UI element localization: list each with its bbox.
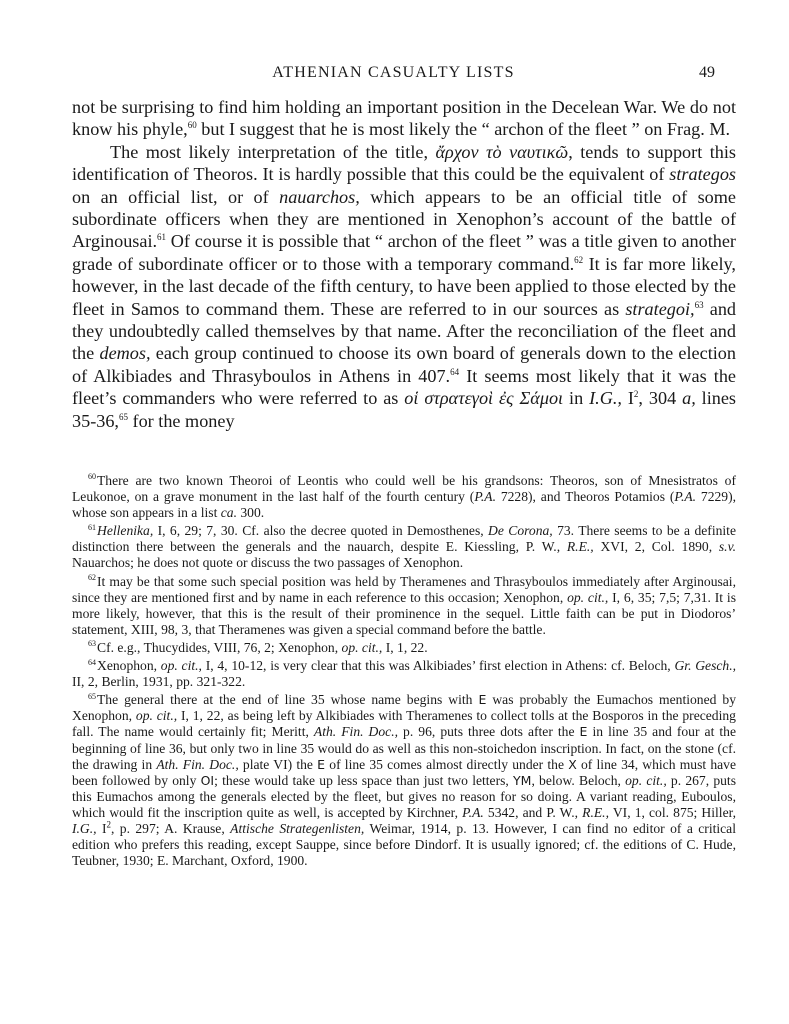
- text-run: Xenophon,: [97, 658, 161, 674]
- footnote-60: [72, 473, 736, 521]
- text-run: I: [96, 820, 107, 836]
- text-run: Nauarchos; he does not quote or discuss the two passages of Xenophon.: [72, 555, 464, 571]
- paragraph: [72, 141, 736, 432]
- text-run: of line 34, which must have been followed by only: [72, 756, 736, 788]
- text-run: which appears to be an official title of some subordinate officers when they are mentioned in Xenophon’s account of the battle of Arginousai.: [72, 186, 736, 252]
- text-run: The most likely interpretation of the title,: [110, 141, 436, 162]
- text-run: XVI, 2, Col. 1890,: [593, 539, 719, 555]
- footnote-number: 64: [88, 657, 96, 667]
- footnote-ref-61: 61: [157, 232, 167, 243]
- text-run: p. 96, puts three dots after the: [398, 724, 580, 740]
- text-run: 7229), whose son appears in a list: [72, 489, 737, 521]
- text-run: It seems most likely that it was the fleet’s commanders who were referred to as: [72, 365, 736, 409]
- text-run: plate VI) the: [238, 756, 318, 772]
- citation: op. cit.,: [567, 589, 609, 605]
- text-run: of line 35 comes almost directly under the: [325, 756, 569, 772]
- text-run: II, 2, Berlin, 1931, pp. 321-322.: [72, 674, 246, 690]
- page-number: 49: [699, 64, 715, 81]
- text-run: not be surprising to find him holding an important position in the Decelean War. We do not know his phyle,: [72, 97, 736, 140]
- citation: I.G.,: [72, 820, 97, 836]
- text-run: VI, 1, col. 875; Hiller,: [608, 804, 736, 820]
- text-run: on an official list, or of: [72, 186, 280, 207]
- footnote-ref-62: 62: [574, 254, 584, 265]
- text-run: 5342, and P. W.,: [483, 804, 583, 820]
- footnote-ref-65: 65: [118, 411, 128, 422]
- footnotes: [72, 473, 736, 871]
- footnote-63: [72, 640, 736, 656]
- text-run: Of course it is possible that “ archon of the fleet ” was a title given to another grade of subordinate officer or to those with a temporary command.: [72, 231, 736, 274]
- footnote-ref-63: 63: [694, 299, 704, 310]
- citation: R.E.,: [566, 539, 594, 555]
- text-run: The general there at the end of line 35 whose name begins with: [97, 692, 479, 708]
- inscription-letter: X: [568, 756, 577, 772]
- text-run: I, 6, 35; 7,5; 7,31. It is more likely, however, that this is the result of their prominence in the sequel. Little faith can be put in Diodoros’ statement, XIII, 98, 3, that Theramenes was given a special command before the battle.: [72, 589, 736, 637]
- citation: Hellenika,: [97, 523, 154, 539]
- page-header: [72, 64, 715, 86]
- text-run: and they undoubtedly called themselves by that name. After the reconciliation of the fleet and the: [72, 298, 737, 364]
- greek-phrase: οἱ στρατεγοὶ ἐς Σάμοι: [404, 388, 564, 409]
- running-head: ATHENIAN CASUALTY LISTS: [272, 64, 515, 81]
- inscription-letter: YM: [513, 772, 532, 788]
- citation: Ath. Fin. Doc.,: [313, 724, 399, 740]
- italic-term: ca.: [220, 505, 237, 521]
- text-run: I, 1, 22, as being left by Alkibiades with Theramenes to collect tolls at the Bosporos in the preceding fall. The name would certainly fit; Meritt,: [72, 708, 736, 740]
- italic-term: nauarchos,: [279, 186, 360, 207]
- footnote-61: [72, 523, 736, 571]
- inscription-letter: E: [478, 692, 487, 708]
- footnote-62: [72, 574, 736, 638]
- text-run: There are two known Theoroi of Leontis who could well be his grandsons: Theoros, son of Mnesistratos of Leukonoe, on a grave monument in the last half of the fourth century (: [72, 473, 736, 505]
- text-run: ; these would take up less space than just two letters,: [214, 772, 514, 788]
- citation: I.G.,: [589, 388, 622, 409]
- citation: P.A.: [674, 489, 697, 505]
- text-run: , p. 297; A. Krause,: [110, 820, 231, 836]
- footnote-number: 63: [88, 639, 96, 649]
- text-run: p. 267, puts this Eumachos among the generals elected by the fleet, but gives no reason for so doing. A variant reading, Euboulos, which would fit the inscription quite as well, is accepted by Kirchner,: [72, 772, 737, 820]
- italic-term: strategos: [669, 164, 736, 185]
- text-run: 7228), and Theoros Potamios (: [495, 489, 675, 505]
- footnote-ref-64: 64: [450, 366, 460, 377]
- italic-term: demos,: [99, 343, 151, 364]
- footnote-number: 62: [88, 573, 96, 583]
- text-run: It may be that some such special position was held by Theramenes and Thrasyboulos immediately after Arginousai, since they are mentioned first and by name in each reference to this occasion; Xenophon,: [72, 573, 736, 605]
- greek-title: ἄρχον τὸ ναυτικῶ: [435, 141, 569, 162]
- citation: op. cit.,: [160, 658, 202, 674]
- text-run: It is far more likely, however, in the last decade of the fifth century, to have been applied to those elected by the fleet in Samos to command them. These are referred to in our sources as: [72, 253, 736, 319]
- citation: P.A.: [462, 804, 484, 820]
- citation: op. cit.,: [341, 639, 383, 655]
- text-run: , below. Beloch,: [531, 772, 626, 788]
- footnote-ref-60: 60: [187, 120, 197, 131]
- inscription-letter: OI: [200, 772, 215, 788]
- text-run: in: [563, 388, 590, 409]
- text-run: I: [621, 388, 634, 409]
- text-run: I, 4, 10-12, is very clear that this was Alkibiades’ first election in Athens: cf. Beloch,: [201, 658, 675, 674]
- citation: De Corona,: [488, 523, 553, 539]
- main-text: [72, 96, 736, 432]
- italic-term: strategoi,: [625, 298, 695, 319]
- footnote-65: [72, 692, 736, 869]
- text-run: each group continued to choose its own board of generals down to the election of Alkibiades and Thrasyboulos in Athens in 407.: [72, 343, 736, 386]
- text-run: Cf. e.g., Thucydides, VIII, 76, 2; Xenophon,: [97, 639, 342, 655]
- text-run: in line 35 and four at the beginning of line 36, but only two in line 35 would do as well as this non-stoichedon inscription. In fact, on the stone (cf. the drawing in: [72, 724, 736, 772]
- citation: Gr. Gesch.,: [674, 658, 736, 674]
- text-run: I, 6, 29; 7, 30. Cf. also the decree quoted in Demosthenes,: [153, 523, 489, 539]
- superscript: 2: [633, 389, 639, 400]
- inscription-letter: E: [579, 724, 588, 740]
- text-run: 73. There seems to be a definite distinction there between the generals and the nauarch, despite E. Kiessling, P. W.,: [72, 523, 736, 555]
- footnote-number: 65: [88, 691, 96, 701]
- inscription-letter: E: [317, 756, 326, 772]
- text-run: , tends to support this identification of Theoros. It is hardly possible that this could be the equivalent of: [72, 141, 736, 185]
- superscript: 2: [106, 819, 111, 830]
- italic-term: a,: [682, 388, 696, 409]
- citation: op. cit.,: [625, 772, 667, 788]
- text-run: I, 1, 22.: [382, 639, 428, 655]
- text-run: lines 35-36,: [72, 388, 737, 431]
- citation: Attische Strategenlisten,: [230, 820, 365, 836]
- text-run: Weimar, 1914, p. 13. However, I can find no editor of a critical edition who prefers this reading, except Sauppe, since before Dindorf. It is usually ignored; cf. the editions of C. Hude, Teubner, 1930; E. Marchant, Oxford, 1900.: [72, 820, 736, 869]
- text-run: , 304: [638, 388, 683, 409]
- footnote-number: 60: [88, 472, 96, 482]
- citation: R.E.,: [582, 804, 609, 820]
- citation: P.A.: [474, 489, 496, 505]
- text-run: 300.: [236, 505, 265, 521]
- text-run: but I suggest that he is most likely the “ archon of the fleet ” on Frag. M.: [196, 119, 731, 140]
- italic-term: s.v.: [718, 539, 737, 555]
- paragraph: [72, 96, 736, 141]
- text-run: for the money: [127, 410, 235, 431]
- text-run: was probably the Eumachos mentioned by Xenophon,: [72, 692, 737, 724]
- footnote-number: 61: [88, 522, 96, 532]
- footnote-64: [72, 658, 736, 690]
- citation: op. cit.,: [135, 708, 178, 724]
- citation: Ath. Fin. Doc.,: [156, 756, 239, 772]
